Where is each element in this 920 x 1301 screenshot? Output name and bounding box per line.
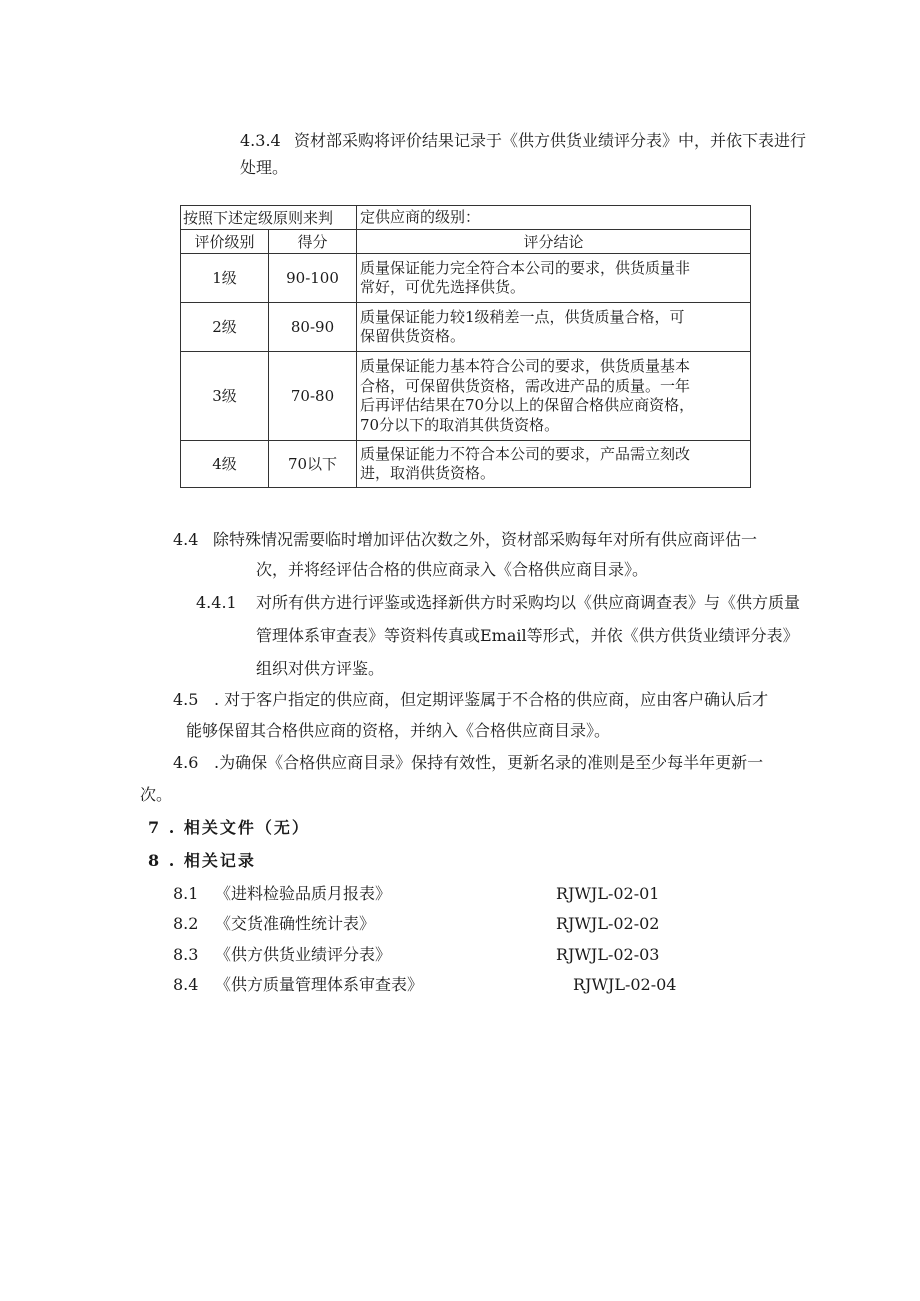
conclusion-line: 合格，可保留供货资格，需改进产品的质量。一年	[360, 376, 691, 395]
record-code: RJWJL-02-03	[556, 945, 660, 964]
heading-related-records: 8 . 相关记录	[148, 851, 256, 870]
section-4-5-number: 4.5	[173, 690, 199, 709]
grade-level: 2级	[181, 303, 269, 352]
grade-conclusion	[357, 441, 751, 488]
supplier-grade-table	[180, 205, 751, 488]
section-4-6-line1: .为确保《合格供应商目录》保持有效性，更新名录的准则是至少每半年更新一	[214, 753, 764, 772]
section-4-5-line1: . 对于客户指定的供应商，但定期评鉴属于不合格的供应商，应由客户确认后才	[214, 690, 769, 709]
table-row	[181, 441, 751, 488]
section-4-3-4-number: 4.3.4	[240, 131, 281, 150]
conclusion-line: 质量保证能力基本符合公司的要求，供货质量基本	[360, 357, 691, 375]
grade-score: 90-100	[269, 254, 357, 303]
section-4-6-line2: 次。	[140, 785, 173, 804]
section-4-4-1-line3: 组织对供方评鉴。	[256, 659, 385, 678]
record-number: 8.2	[173, 914, 199, 933]
section-4-3-4-line2: 处理。	[240, 158, 289, 177]
record-code: RJWJL-02-02	[556, 914, 660, 933]
grade-conclusion	[357, 303, 751, 352]
record-number: 8.4	[173, 975, 199, 994]
conclusion-line: 保留供货资格。	[360, 327, 466, 345]
header-score: 得分	[269, 230, 357, 254]
grade-score: 70以下	[269, 441, 357, 488]
grade-conclusion	[357, 352, 751, 441]
section-4-4-1-number: 4.4.1	[196, 593, 237, 612]
record-code: RJWJL-02-04	[573, 975, 677, 994]
conclusion-line: 后再评估结果在70分以上的保留合格供应商资格，	[360, 396, 695, 414]
grade-level: 3级	[181, 352, 269, 441]
conclusion-line: 质量保证能力不符合本公司的要求，产品需立刻改	[360, 444, 691, 463]
conclusion-line: 质量保证能力较1级稍差一点，供货质量合格，可	[360, 307, 685, 326]
table-row	[181, 303, 751, 352]
table-intro-right: 定供应商的级别：	[357, 206, 751, 230]
grade-score: 80-90	[269, 303, 357, 352]
grade-level: 4级	[181, 441, 269, 488]
header-conclusion: 评分结论	[357, 230, 751, 254]
section-4-4-1-line1: 对所有供方进行评鉴或选择新供方时采购均以《供应商调查表》与《供方质量	[256, 593, 801, 612]
record-title: 《供方供货业绩评分表》	[215, 945, 392, 964]
section-4-4-number: 4.4	[173, 530, 199, 549]
record-title: 《供方质量管理体系审查表》	[215, 975, 424, 994]
section-4-3-4-line1: 资材部采购将评价结果记录于《供方供货业绩评分表》中，并依下表进行	[294, 131, 807, 150]
section-4-4-line2: 次，并将经评估合格的供应商录入《合格供应商目录》。	[256, 560, 649, 579]
table-header-row	[181, 230, 751, 254]
conclusion-line: 常好，可优先选择供货。	[360, 278, 526, 296]
table-row	[181, 352, 751, 441]
grade-level: 1级	[181, 254, 269, 303]
grade-score: 70-80	[269, 352, 357, 441]
table-row	[181, 254, 751, 303]
table-intro-row	[181, 206, 751, 230]
table-intro-left: 按照下述定级原则来判	[181, 206, 357, 230]
record-number: 8.3	[173, 945, 199, 964]
record-number: 8.1	[173, 884, 199, 903]
section-4-4-line1: 除特殊情况需要临时增加评估次数之外，资材部采购每年对所有供应商评估一	[213, 530, 758, 549]
record-title: 《交货准确性统计表》	[215, 914, 376, 933]
section-4-4-1-line2: 管理体系审查表》等资料传真或Email等形式，并依《供方供货业绩评分表》	[256, 626, 799, 645]
section-4-6-number: 4.6	[173, 753, 199, 772]
grade-conclusion	[357, 254, 751, 303]
section-4-5-line2: 能够保留其合格供应商的资格，并纳入《合格供应商目录》。	[186, 721, 611, 740]
record-title: 《进料检验品质月报表》	[215, 884, 392, 903]
conclusion-line: 进，取消供货资格。	[360, 464, 496, 482]
heading-related-documents: 7 . 相关文件（无）	[148, 818, 310, 837]
conclusion-line: 70分以下的取消其供货资格。	[360, 415, 560, 434]
header-level: 评价级别	[181, 230, 269, 254]
record-code: RJWJL-02-01	[556, 884, 660, 903]
conclusion-line: 质量保证能力完全符合本公司的要求，供货质量非	[360, 258, 691, 277]
